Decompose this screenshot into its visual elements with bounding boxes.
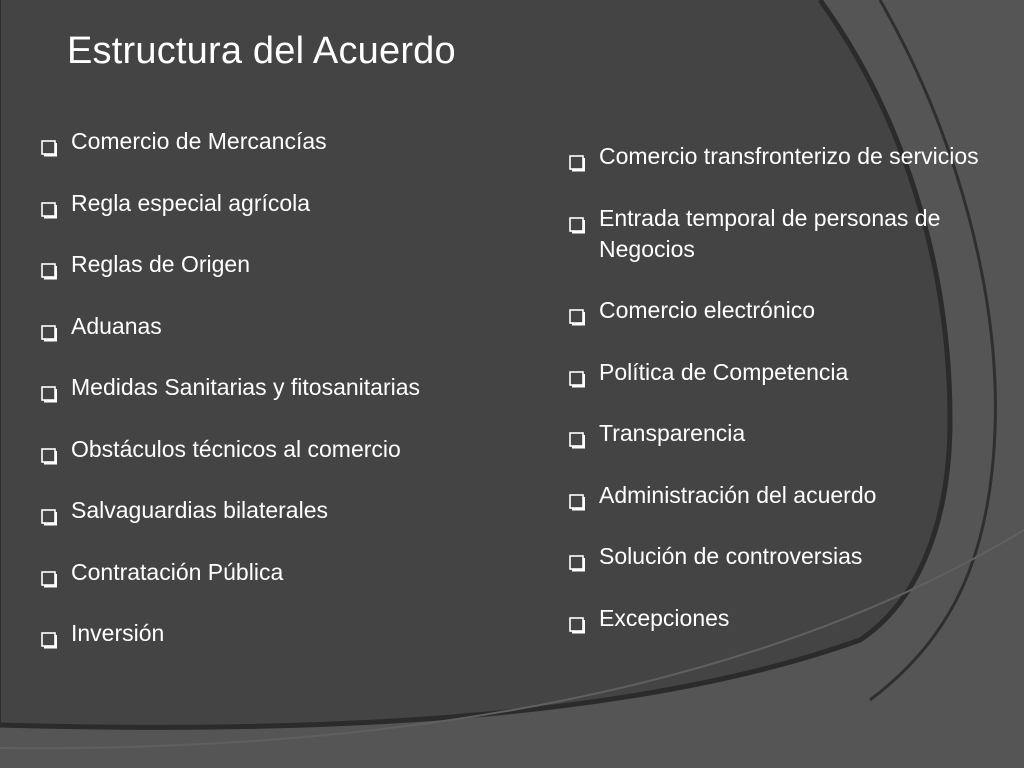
list-item-label: Salvaguardias bilaterales: [71, 497, 328, 523]
checkbox-square-icon: [569, 488, 586, 505]
right-bullet-list: [568, 141, 998, 664]
checkbox-square-icon: [569, 611, 586, 628]
list-item-label: Política de Competencia: [599, 358, 849, 385]
slide-title: Estructura del Acuerdo: [67, 30, 456, 72]
list-item: [568, 418, 998, 449]
list-item-label: Reglas de Origen: [71, 251, 250, 277]
list-item: [40, 249, 510, 280]
list-item: [568, 295, 998, 326]
checkbox-square-icon: [569, 149, 586, 166]
checkbox-square-icon: [569, 365, 586, 382]
checkbox-square-icon: [569, 549, 586, 566]
checkbox-square-icon: [41, 503, 58, 520]
checkbox-square-icon: [41, 134, 58, 151]
list-item: [568, 141, 998, 172]
list-item-label: Comercio transfronterizo de servicios: [599, 143, 979, 169]
list-item: [40, 372, 510, 403]
list-item: [40, 311, 510, 342]
list-item: [568, 203, 998, 265]
checkbox-square-icon: [41, 442, 58, 459]
checkbox-square-icon: [41, 380, 58, 397]
list-item-label: Comercio electrónico: [599, 297, 816, 323]
checkbox-square-icon: [569, 426, 586, 443]
list-item: [40, 618, 510, 649]
list-item-label: Comercio de Mercancías: [71, 128, 327, 154]
list-item-label: Aduanas: [71, 312, 162, 339]
list-item-label: Solución de controversias: [599, 543, 863, 569]
checkbox-square-icon: [41, 565, 58, 582]
checkbox-square-icon: [41, 257, 58, 274]
list-item: [568, 541, 998, 572]
checkbox-square-icon: [569, 303, 586, 320]
list-item-label: Medidas Sanitarias y fitosanitarias: [71, 374, 420, 400]
checkbox-square-icon: [41, 626, 58, 643]
list-item-label: Entrada temporal de personas de Negocios: [599, 204, 941, 262]
list-item-label: Obstáculos técnicos al comercio: [71, 435, 401, 462]
checkbox-square-icon: [41, 196, 58, 213]
list-item: [568, 480, 998, 511]
left-bullet-list: [40, 126, 510, 680]
list-item: [40, 434, 510, 465]
list-item-label: Administración del acuerdo: [599, 481, 877, 508]
list-item-label: Excepciones: [599, 604, 730, 631]
list-item: [40, 188, 510, 219]
list-item-label: Contratación Pública: [71, 558, 284, 585]
list-item: [40, 495, 510, 526]
list-item: [40, 126, 510, 157]
checkbox-square-icon: [569, 211, 586, 228]
list-item: [568, 603, 998, 634]
checkbox-square-icon: [41, 319, 58, 336]
list-item-label: Inversión: [71, 620, 165, 646]
list-item: [568, 357, 998, 388]
list-item-label: Regla especial agrícola: [71, 189, 311, 216]
list-item-label: Transparencia: [599, 420, 746, 446]
list-item: [40, 557, 510, 588]
